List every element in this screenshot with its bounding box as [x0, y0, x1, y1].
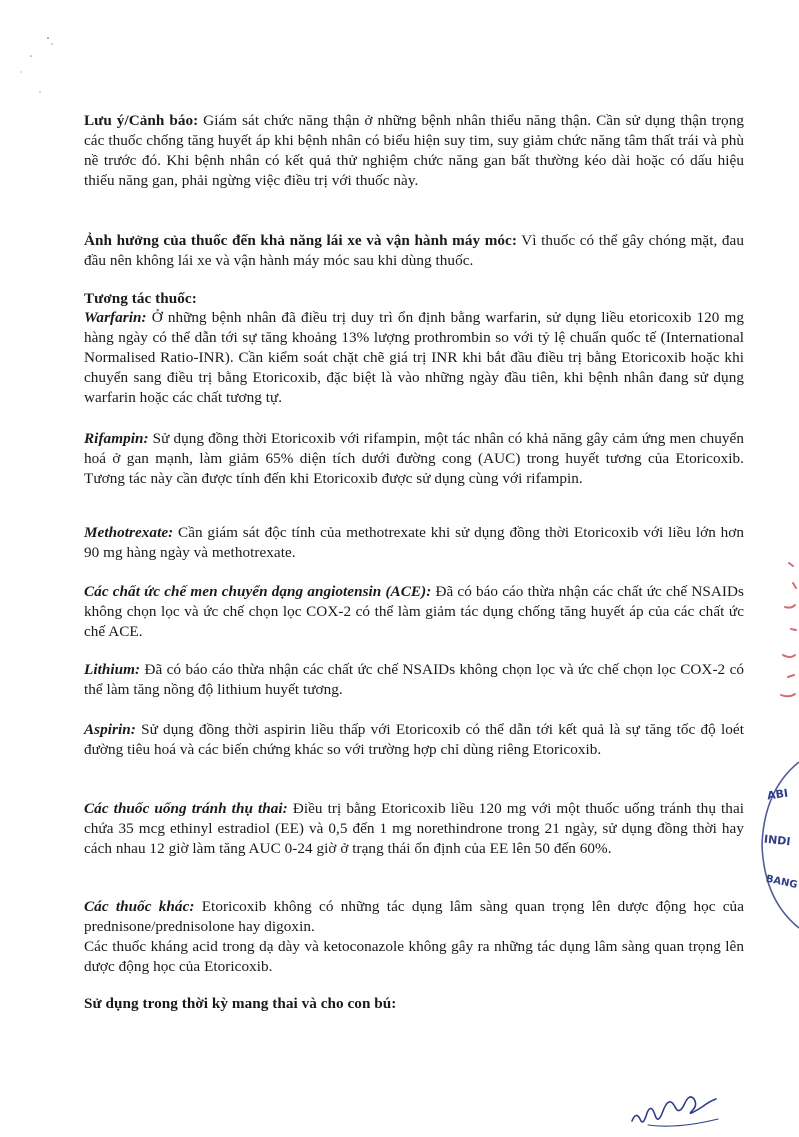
red-stamp-fragment	[765, 555, 799, 715]
others-paragraph-2	[84, 937, 744, 977]
others-label: Các thuốc khác:	[84, 898, 195, 915]
rifampin-label: Rifampin:	[84, 430, 149, 447]
lithium-label: Lithium:	[84, 661, 141, 678]
others-text: Etoricoxib không có những tác dụng lâm sàng quan trọng lên dược động học của prednisone/prednisolone hay digoxin.	[84, 898, 744, 935]
driving-paragraph	[84, 231, 744, 271]
contraceptives-text: Điều trị bằng Etoricoxib liều 120 mg với một thuốc uống tránh thụ thai chứa 35 mcg ethinyl estradiol (EE) và 0,5 đến 1 mg norethindrone trong 21 ngày, sử dụng đồng thời hay cách nhau 12 giờ làm tăng AUC 0-24 giờ ở trạng thái ổn định của EE lên 50 đến 60%.	[84, 800, 745, 857]
pregnancy-heading	[84, 994, 744, 1014]
warning-paragraph	[84, 111, 744, 191]
warning-label: Lưu ý/Cảnh báo:	[84, 112, 199, 129]
rifampin-text: Sử dụng đồng thời Etoricoxib với rifampin, một tác nhân có khả năng gây cảm ứng men chuyển hoá ở gan mạnh, làm giảm 65% diện tích dưới đường cong (AUC) trong huyết tương của Etoricoxib. Tương tác này cần được tính đến khi Etoricoxib được sử dụng cùng với rifampin.	[84, 430, 744, 487]
ace-text: Đã có báo cáo thừa nhận các chất ức chế NSAIDs không chọn lọc và ức chế chọn lọc COX-2 có thể làm giảm tác dụng chống tăng huyết áp của các chất ức chế ACE.	[84, 583, 744, 640]
methotrexate-text: Cần giám sát độc tính của methotrexate khi sử dụng đồng thời Etoricoxib với liều lớn hơn 90 mg hàng ngày và methotrexate.	[84, 524, 744, 561]
contraceptives-paragraph	[84, 799, 744, 859]
scan-specks	[0, 0, 90, 110]
ace-paragraph	[84, 582, 744, 642]
interactions-heading	[84, 289, 744, 309]
interactions-heading-text: Tương tác thuốc:	[84, 290, 197, 307]
aspirin-paragraph	[84, 720, 744, 760]
lithium-text: Đã có báo cáo thừa nhận các chất ức chế NSAIDs không chọn lọc và ức chế chọn lọc COX-2 có thể làm tăng nồng độ lithium huyết tương.	[84, 661, 744, 698]
driving-label: Ảnh hưởng của thuốc đến khả năng lái xe và vận hành máy móc:	[84, 232, 517, 249]
stamp-text-3: BANG	[764, 873, 799, 891]
ace-label: Các chất ức chế men chuyển dạng angiotensin (ACE):	[84, 583, 432, 600]
aspirin-text: Sử dụng đồng thời aspirin liều thấp với Etoricoxib có thể dẫn tới kết quả là sự tăng tốc độ loét đường tiêu hoá và các biến chứng khác so với trường hợp chỉ dùng riêng Etoricoxib.	[84, 721, 744, 758]
rifampin-paragraph	[84, 429, 744, 489]
warfarin-paragraph	[84, 308, 744, 408]
aspirin-label: Aspirin:	[84, 721, 136, 738]
others-text-2: Các thuốc kháng acid trong dạ dày và ketoconazole không gây ra những tác dụng lâm sàng quan trọng lên dược động học của Etoricoxib.	[84, 938, 744, 975]
lithium-paragraph	[84, 660, 744, 700]
stamp-text-1: ABI	[766, 786, 789, 803]
signature	[628, 1085, 738, 1135]
warfarin-text: Ở những bệnh nhân đã điều trị duy trì ổn định bằng warfarin, sử dụng liều etoricoxib 120 mg hàng ngày có thể dẫn tới sự tăng khoảng 13% lượng prothrombin so với tỷ lệ chuẩn quốc tế (International Normalised Ratio-INR). Cần kiểm soát chặt chẽ giá trị INR khi bắt đầu điều trị bằng Etoricoxib hoặc khi chuyển sang điều trị bằng Etoricoxib, đặc biệt là vào những ngày đầu tiên, khi bệnh nhân đang sử dụng warfarin hoặc các chất tương tự.	[84, 309, 744, 406]
stamp-text-2: INDI	[763, 832, 792, 849]
warning-text: Giám sát chức năng thận ở những bệnh nhân thiểu năng thận. Cần sử dụng thận trọng các thuốc chống tăng huyết áp khi bệnh nhân có biểu hiện suy tim, suy giảm chức năng tâm thất trái và phù nề trước đó. Khi bệnh nhân có kết quả thử nghiệm chức năng gan bất thường kéo dài hoặc có dấu hiệu thiểu năng gan, phải ngừng việc điều trị với thuốc này.	[84, 112, 744, 189]
methotrexate-paragraph	[84, 523, 744, 563]
blue-stamp-fragment	[758, 760, 799, 930]
driving-text: Vì thuốc có thể gây chóng mặt, đau đầu nên không lái xe và vận hành máy móc sau khi dùng thuốc.	[84, 232, 744, 269]
warfarin-label: Warfarin:	[84, 309, 147, 326]
methotrexate-label: Methotrexate:	[84, 524, 174, 541]
pregnancy-heading-text: Sử dụng trong thời kỳ mang thai và cho con bú:	[84, 995, 397, 1012]
contraceptives-label: Các thuốc uống tránh thụ thai:	[84, 800, 288, 817]
others-paragraph	[84, 897, 744, 937]
